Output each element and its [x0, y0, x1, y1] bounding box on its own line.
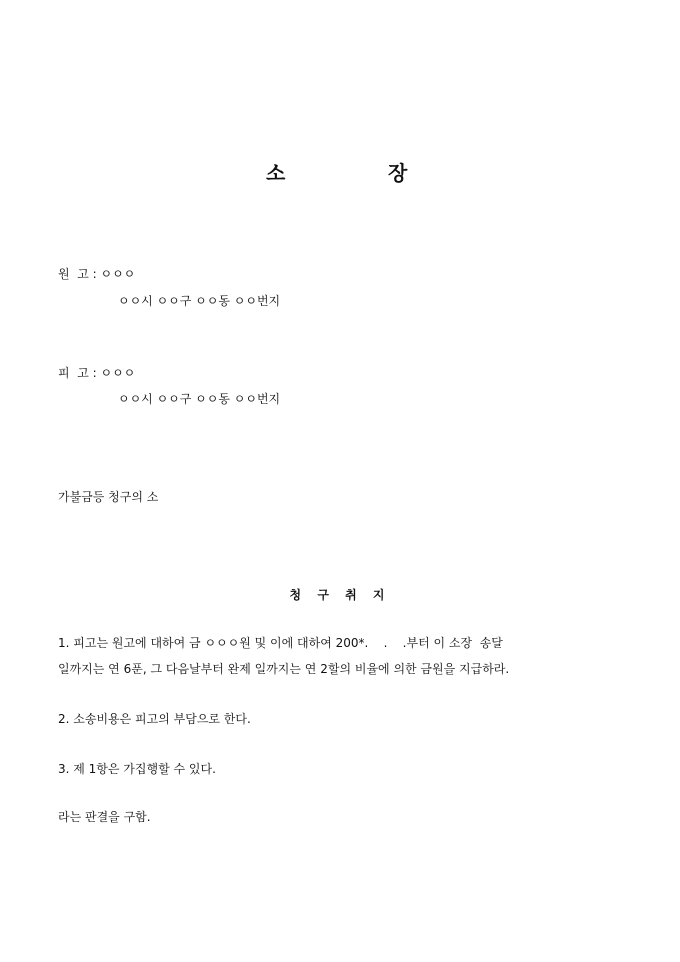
claim-item-3: 3. 제 1항은 가집행할 수 있다. [58, 762, 216, 776]
plaintiff-address: ㅇㅇ시 ㅇㅇ구 ㅇㅇ동 ㅇㅇ번지 [118, 294, 281, 308]
title-char-2: 장 [388, 161, 408, 185]
defendant-name: 피 고 : ㅇㅇㅇ [58, 366, 136, 380]
claim-heading: 청 구 취 지 [289, 588, 391, 602]
title-char-1: 소 [266, 161, 286, 185]
claim-item-1-line-2: 일까지는 연 6푼, 그 다음날부터 완제 일까지는 연 2할의 비율에 의한 금원을 지급하라. [58, 662, 510, 676]
claim-closing: 라는 판결을 구함. [58, 810, 151, 824]
plaintiff-name: 원 고 : ㅇㅇㅇ [58, 267, 136, 281]
defendant-address: ㅇㅇ시 ㅇㅇ구 ㅇㅇ동 ㅇㅇ번지 [118, 392, 281, 406]
claim-item-1-line-1: 1. 피고는 원고에 대하여 금 ㅇㅇㅇ원 및 이에 대하여 200*. . .부터 이 소장 송달 [58, 636, 503, 650]
claim-item-2: 2. 소송비용은 피고의 부담으로 한다. [58, 712, 251, 726]
case-name: 가불금등 청구의 소 [58, 490, 159, 504]
